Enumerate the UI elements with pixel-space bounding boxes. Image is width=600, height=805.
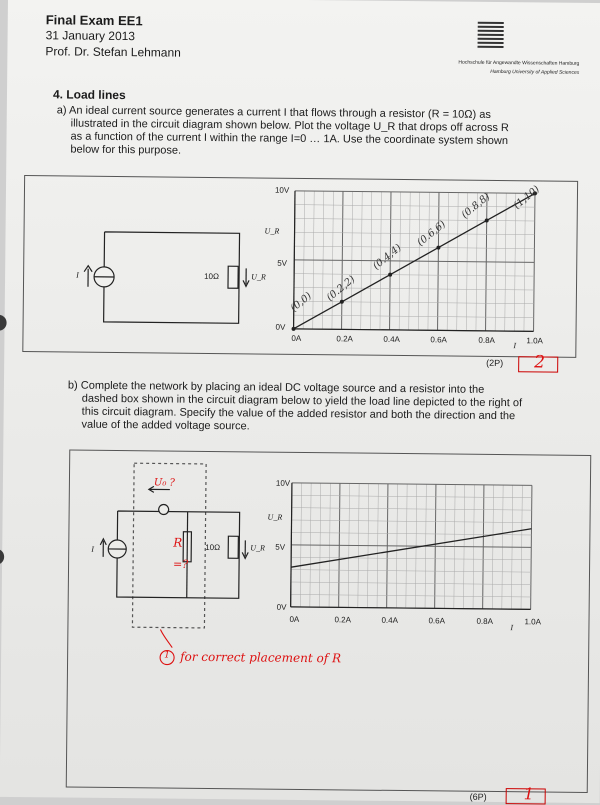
handwritten-point: (0.8,8) [460, 191, 493, 221]
university-name-en: Hamburg University of Applied Sciences [379, 68, 579, 76]
university-logo-icon [477, 20, 503, 50]
grid-line-horizontal [292, 483, 532, 486]
part-b-box [66, 450, 592, 793]
professor-name: Prof. Dr. Stefan Lehmann [45, 44, 181, 59]
x-tick-06a: 0.6A [430, 335, 447, 344]
handwritten-point: (0.2,2) [325, 274, 358, 304]
part-a-line: as a function of the current I within the range I=0 … 1A. Use the coordinate system shown [56, 130, 508, 148]
grid-line-horizontal [292, 520, 532, 523]
handwritten-point: (0,0) [289, 291, 314, 315]
y-axis [291, 483, 292, 607]
grid-line-horizontal [291, 594, 531, 597]
grid-line-horizontal [291, 545, 531, 548]
x-tick-0a: 0A [291, 334, 301, 343]
y-tick-10v: 10V [275, 186, 289, 195]
exam-date: 31 January 2013 [46, 28, 136, 43]
part-a-score: 2 [534, 352, 545, 372]
x-tick-02a: 0.2A [334, 615, 351, 624]
source-label: I [76, 271, 79, 280]
x-tick-0a: 0A [289, 615, 299, 624]
part-a-line: a) An ideal current source generates a current I that flows through a resistor (R = 10Ω) as [57, 104, 509, 122]
grid-line-horizontal [291, 557, 531, 560]
part-b-line: value of the added voltage source. [67, 419, 521, 437]
punch-hole [0, 315, 7, 331]
handwritten-point: (0.4,4) [371, 242, 404, 272]
grid-line-horizontal [291, 570, 531, 573]
resistor-label: 10Ω [204, 272, 219, 281]
x-tick-06a: 0.6A [428, 616, 445, 625]
y-axis-label: U_R [268, 513, 283, 522]
voltage-label: U_R [251, 272, 266, 281]
part-b-points: (6P) [470, 792, 487, 802]
grid-line-horizontal [292, 508, 532, 511]
x-tick-02a: 0.2A [336, 334, 353, 343]
x-tick-10a: 1.0A [526, 336, 543, 345]
handwritten-u0: U₀ ? [154, 477, 175, 488]
y-tick-5v: 5V [275, 543, 285, 552]
exam-title: Final Exam EE1 [46, 12, 143, 28]
source-label: I [91, 545, 94, 554]
handwritten-r-value: =? [173, 558, 188, 571]
grid-line-horizontal [292, 495, 532, 498]
handwritten-point: (1,10) [512, 184, 542, 212]
section-title: 4. Load lines [53, 87, 126, 102]
x-tick-04a: 0.4A [381, 616, 398, 625]
x-axis-label: I [513, 341, 516, 350]
y-tick-0v: 0V [276, 323, 286, 332]
part-b-chart [67, 451, 590, 792]
punch-hole [0, 549, 4, 565]
x-tick-08a: 0.8A [478, 336, 495, 345]
handwritten-comment: for correct placement of R [180, 650, 341, 666]
y-axis-label: U_R [265, 227, 280, 236]
x-tick-08a: 0.8A [476, 617, 493, 626]
handwritten-r: R [173, 536, 182, 550]
x-tick-04a: 0.4A [383, 335, 400, 344]
part-a-points: (2P) [486, 358, 503, 368]
part-a-text [56, 104, 509, 161]
x-axis [291, 607, 531, 610]
part-b-line: dashed box shown in the circuit diagram below to yield the load line depicted to the right of [68, 393, 522, 411]
comment-number: 1 [164, 651, 170, 661]
x-tick-10a: 1.0A [524, 617, 541, 626]
y-tick-10v: 10V [276, 479, 290, 488]
part-b-line: this circuit diagram. Specify the value of the added resistor and both the direction and the [68, 406, 522, 424]
part-a-box [22, 175, 578, 358]
grid-line-horizontal [291, 582, 531, 585]
y-tick-0v: 0V [277, 603, 287, 612]
part-b-score: 1 [524, 784, 534, 803]
part-a-line: illustrated in the circuit diagram shown below. Plot the voltage U_R that drops off across R [57, 117, 509, 135]
x-axis-label: I [510, 623, 513, 632]
voltage-label: U_R [250, 543, 265, 552]
part-b-line: b) Complete the network by placing an ideal DC voltage source and a resistor into the [68, 380, 522, 398]
part-a-line: below for this purpose. [56, 143, 508, 161]
part-a-handwriting [23, 176, 577, 357]
university-name-de: Hochschule für Angewandte Wissenschaften Hamburg [379, 59, 579, 67]
resistor-label: 10Ω [205, 543, 220, 552]
part-b-text [67, 380, 522, 437]
y-tick-5v: 5V [277, 259, 287, 268]
handwritten-point: (0.6,6) [415, 219, 448, 249]
